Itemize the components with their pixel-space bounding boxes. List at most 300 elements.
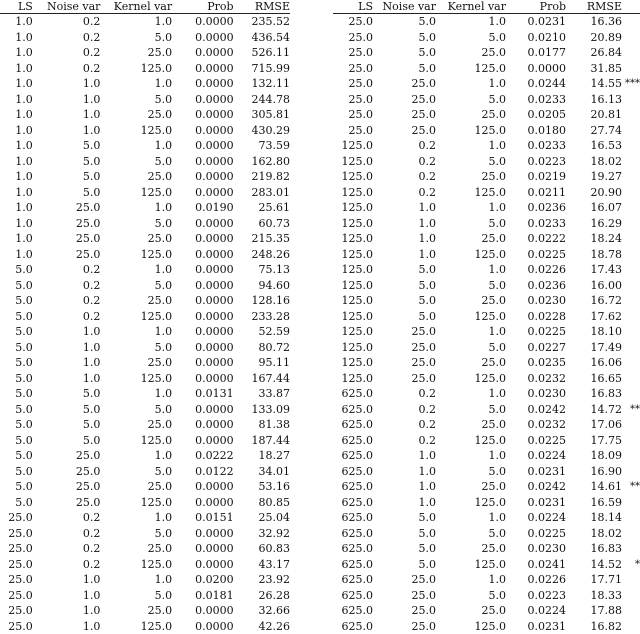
table-row	[0, 541, 290, 557]
table-row	[0, 231, 290, 247]
cell-noise-var: 5.0	[373, 45, 436, 61]
cell-ls: 25.0	[0, 541, 33, 557]
table-row	[333, 45, 640, 61]
cell-prob: 0.0151	[172, 510, 233, 526]
cell-rmse: 52.59	[234, 324, 290, 340]
cell-kernel-var: 25.0	[100, 45, 172, 61]
cell-ls: 625.0	[333, 572, 373, 588]
cell-rmse: 23.92	[234, 572, 290, 588]
cell-kernel-var: 1.0	[436, 138, 506, 154]
table-row	[0, 386, 290, 402]
cell-prob: 0.0180	[506, 123, 566, 139]
cell-noise-var: 5.0	[373, 14, 436, 30]
cell-rmse: 215.35	[234, 231, 290, 247]
table-row	[333, 355, 640, 371]
cell-rmse: 14.61	[566, 479, 622, 495]
table-row	[333, 262, 640, 278]
cell-prob: 0.0000	[172, 185, 233, 201]
cell-noise-var: 0.2	[373, 402, 436, 418]
table-header	[0, 0, 290, 14]
cell-ls: 5.0	[0, 371, 33, 387]
cell-rmse: 60.83	[234, 541, 290, 557]
cell-noise-var: 0.2	[373, 185, 436, 201]
cell-rmse: 94.60	[234, 278, 290, 294]
cell-noise-var: 25.0	[373, 588, 436, 604]
cell-rmse: 25.61	[234, 200, 290, 216]
table-row	[333, 510, 640, 526]
cell-rmse: 305.81	[234, 107, 290, 123]
table-row	[0, 526, 290, 542]
cell-ls: 5.0	[0, 293, 33, 309]
cell-rmse: 16.06	[566, 355, 622, 371]
cell-prob: 0.0000	[172, 30, 233, 46]
table-row	[333, 123, 640, 139]
cell-marker	[622, 603, 640, 619]
cell-kernel-var: 25.0	[436, 45, 506, 61]
cell-noise-var: 0.2	[33, 526, 101, 542]
table-row	[0, 278, 290, 294]
cell-ls: 1.0	[0, 123, 33, 139]
cell-kernel-var: 5.0	[436, 340, 506, 356]
cell-rmse: 17.62	[566, 309, 622, 325]
table-row	[0, 448, 290, 464]
cell-prob: 0.0000	[506, 61, 566, 77]
header-row	[0, 0, 290, 14]
cell-marker	[622, 417, 640, 433]
cell-ls: 5.0	[0, 448, 33, 464]
cell-kernel-var: 1.0	[100, 386, 172, 402]
cell-rmse: 16.13	[566, 92, 622, 108]
cell-prob: 0.0242	[506, 402, 566, 418]
cell-prob: 0.0225	[506, 433, 566, 449]
cell-ls: 125.0	[333, 185, 373, 201]
cell-ls: 5.0	[0, 417, 33, 433]
cell-marker	[622, 355, 640, 371]
cell-kernel-var: 5.0	[100, 340, 172, 356]
cell-prob: 0.0244	[506, 76, 566, 92]
cell-prob: 0.0000	[172, 216, 233, 232]
cell-rmse: 244.78	[234, 92, 290, 108]
header-kernel-var: Kernel var	[436, 0, 506, 14]
cell-prob: 0.0000	[172, 169, 233, 185]
cell-prob: 0.0131	[172, 386, 233, 402]
cell-ls: 25.0	[0, 619, 33, 634]
table-row	[0, 619, 290, 634]
cell-kernel-var: 1.0	[436, 572, 506, 588]
table-row	[0, 309, 290, 325]
table-row	[0, 61, 290, 77]
cell-rmse: 60.73	[234, 216, 290, 232]
header-ls: LS	[0, 0, 33, 14]
cell-prob: 0.0224	[506, 448, 566, 464]
cell-kernel-var: 25.0	[436, 355, 506, 371]
cell-noise-var: 0.2	[373, 433, 436, 449]
cell-noise-var: 1.0	[373, 479, 436, 495]
cell-kernel-var: 5.0	[436, 30, 506, 46]
cell-noise-var: 0.2	[373, 154, 436, 170]
cell-rmse: 14.52	[566, 557, 622, 573]
cell-prob: 0.0000	[172, 402, 233, 418]
cell-noise-var: 1.0	[33, 371, 101, 387]
cell-kernel-var: 125.0	[100, 309, 172, 325]
table-row	[0, 30, 290, 46]
cell-marker	[622, 293, 640, 309]
cell-prob: 0.0224	[506, 603, 566, 619]
cell-kernel-var: 125.0	[436, 61, 506, 77]
cell-kernel-var: 5.0	[436, 526, 506, 542]
cell-ls: 1.0	[0, 14, 33, 30]
cell-ls: 25.0	[333, 14, 373, 30]
cell-noise-var: 0.2	[33, 14, 101, 30]
cell-kernel-var: 25.0	[100, 107, 172, 123]
cell-marker	[622, 216, 640, 232]
cell-noise-var: 5.0	[33, 138, 101, 154]
cell-noise-var: 0.2	[33, 278, 101, 294]
cell-rmse: 18.10	[566, 324, 622, 340]
cell-noise-var: 25.0	[33, 464, 101, 480]
cell-noise-var: 1.0	[33, 76, 101, 92]
table-row	[0, 324, 290, 340]
cell-noise-var: 1.0	[33, 619, 101, 634]
cell-noise-var: 5.0	[33, 417, 101, 433]
cell-prob: 0.0000	[172, 107, 233, 123]
cell-marker	[622, 138, 640, 154]
cell-rmse: 18.02	[566, 526, 622, 542]
cell-ls: 625.0	[333, 557, 373, 573]
table-row	[333, 495, 640, 511]
cell-ls: 25.0	[333, 30, 373, 46]
header-prob: Prob	[172, 0, 233, 14]
cell-marker	[622, 278, 640, 294]
cell-marker	[622, 200, 640, 216]
cell-rmse: 17.71	[566, 572, 622, 588]
cell-rmse: 18.02	[566, 154, 622, 170]
cell-kernel-var: 1.0	[100, 572, 172, 588]
cell-noise-var: 0.2	[33, 309, 101, 325]
cell-rmse: 18.09	[566, 448, 622, 464]
cell-rmse: 31.85	[566, 61, 622, 77]
table-row	[0, 603, 290, 619]
cell-ls: 625.0	[333, 510, 373, 526]
cell-kernel-var: 5.0	[100, 92, 172, 108]
cell-rmse: 16.90	[566, 464, 622, 480]
cell-marker	[622, 309, 640, 325]
cell-marker: **	[622, 479, 640, 495]
cell-kernel-var: 5.0	[436, 278, 506, 294]
table-row	[333, 526, 640, 542]
table-row	[0, 495, 290, 511]
table-row	[333, 107, 640, 123]
cell-rmse: 16.00	[566, 278, 622, 294]
table-row	[333, 588, 640, 604]
cell-noise-var: 0.2	[373, 386, 436, 402]
cell-marker	[622, 154, 640, 170]
cell-kernel-var: 5.0	[436, 154, 506, 170]
cell-noise-var: 25.0	[33, 495, 101, 511]
cell-noise-var: 5.0	[33, 169, 101, 185]
cell-ls: 25.0	[333, 107, 373, 123]
cell-marker	[622, 572, 640, 588]
cell-prob: 0.0000	[172, 262, 233, 278]
cell-noise-var: 25.0	[373, 76, 436, 92]
cell-kernel-var: 5.0	[100, 216, 172, 232]
cell-noise-var: 1.0	[33, 603, 101, 619]
cell-prob: 0.0000	[172, 76, 233, 92]
cell-marker	[622, 541, 640, 557]
cell-prob: 0.0228	[506, 309, 566, 325]
cell-ls: 25.0	[333, 45, 373, 61]
cell-rmse: 20.81	[566, 107, 622, 123]
cell-marker	[622, 495, 640, 511]
cell-rmse: 34.01	[234, 464, 290, 480]
cell-rmse: 715.99	[234, 61, 290, 77]
cell-marker	[622, 61, 640, 77]
cell-noise-var: 25.0	[373, 371, 436, 387]
table-row	[0, 185, 290, 201]
cell-ls: 625.0	[333, 603, 373, 619]
cell-prob: 0.0000	[172, 541, 233, 557]
cell-marker	[622, 619, 640, 634]
cell-noise-var: 5.0	[373, 262, 436, 278]
table-row	[333, 324, 640, 340]
cell-ls: 625.0	[333, 464, 373, 480]
table-row	[0, 262, 290, 278]
cell-noise-var: 5.0	[373, 61, 436, 77]
cell-ls: 1.0	[0, 138, 33, 154]
cell-kernel-var: 125.0	[436, 495, 506, 511]
table-row	[333, 402, 640, 418]
cell-prob: 0.0233	[506, 92, 566, 108]
cell-kernel-var: 25.0	[436, 603, 506, 619]
cell-ls: 625.0	[333, 495, 373, 511]
table-row	[333, 76, 640, 92]
cell-ls: 1.0	[0, 76, 33, 92]
cell-marker	[622, 324, 640, 340]
cell-rmse: 132.11	[234, 76, 290, 92]
cell-ls: 125.0	[333, 169, 373, 185]
cell-marker	[622, 231, 640, 247]
cell-prob: 0.0242	[506, 479, 566, 495]
cell-noise-var: 1.0	[33, 324, 101, 340]
cell-prob: 0.0181	[172, 588, 233, 604]
table-row	[0, 417, 290, 433]
cell-noise-var: 1.0	[373, 200, 436, 216]
table-row	[333, 154, 640, 170]
table-row	[0, 154, 290, 170]
cell-kernel-var: 1.0	[436, 262, 506, 278]
cell-rmse: 26.84	[566, 45, 622, 61]
cell-rmse: 95.11	[234, 355, 290, 371]
cell-prob: 0.0225	[506, 247, 566, 263]
cell-kernel-var: 25.0	[436, 479, 506, 495]
cell-prob: 0.0000	[172, 61, 233, 77]
cell-ls: 625.0	[333, 619, 373, 634]
table-row	[333, 572, 640, 588]
cell-noise-var: 25.0	[373, 107, 436, 123]
cell-noise-var: 25.0	[33, 216, 101, 232]
cell-kernel-var: 125.0	[436, 309, 506, 325]
header-prob: Prob	[506, 0, 566, 14]
cell-kernel-var: 1.0	[100, 76, 172, 92]
table-row	[333, 30, 640, 46]
table-row	[333, 247, 640, 263]
cell-marker	[622, 262, 640, 278]
cell-rmse: 73.59	[234, 138, 290, 154]
header-rmse: RMSE	[234, 0, 290, 14]
table-row	[0, 45, 290, 61]
cell-noise-var: 25.0	[373, 355, 436, 371]
cell-noise-var: 1.0	[373, 448, 436, 464]
cell-ls: 125.0	[333, 293, 373, 309]
cell-ls: 1.0	[0, 30, 33, 46]
cell-kernel-var: 5.0	[436, 588, 506, 604]
cell-ls: 25.0	[0, 572, 33, 588]
header-kernel-var: Kernel var	[100, 0, 172, 14]
cell-kernel-var: 125.0	[100, 185, 172, 201]
cell-kernel-var: 25.0	[436, 293, 506, 309]
cell-ls: 125.0	[333, 355, 373, 371]
cell-noise-var: 0.2	[33, 45, 101, 61]
cell-marker	[622, 185, 640, 201]
cell-kernel-var: 1.0	[436, 14, 506, 30]
cell-kernel-var: 25.0	[100, 169, 172, 185]
cell-rmse: 16.83	[566, 541, 622, 557]
cell-noise-var: 5.0	[33, 433, 101, 449]
cell-rmse: 18.27	[234, 448, 290, 464]
cell-marker	[622, 433, 640, 449]
cell-ls: 25.0	[0, 557, 33, 573]
cell-rmse: 16.53	[566, 138, 622, 154]
table-row	[333, 340, 640, 356]
table-body	[0, 14, 290, 634]
cell-kernel-var: 125.0	[100, 123, 172, 139]
cell-rmse: 42.26	[234, 619, 290, 634]
cell-rmse: 75.13	[234, 262, 290, 278]
cell-noise-var: 1.0	[33, 123, 101, 139]
cell-noise-var: 25.0	[33, 479, 101, 495]
cell-prob: 0.0233	[506, 216, 566, 232]
table-row	[0, 200, 290, 216]
cell-noise-var: 0.2	[373, 138, 436, 154]
cell-noise-var: 5.0	[373, 293, 436, 309]
cell-rmse: 20.89	[566, 30, 622, 46]
cell-prob: 0.0000	[172, 278, 233, 294]
cell-rmse: 20.90	[566, 185, 622, 201]
cell-kernel-var: 1.0	[100, 138, 172, 154]
cell-prob: 0.0200	[172, 572, 233, 588]
cell-prob: 0.0000	[172, 231, 233, 247]
cell-rmse: 17.88	[566, 603, 622, 619]
cell-prob: 0.0000	[172, 371, 233, 387]
cell-ls: 125.0	[333, 138, 373, 154]
cell-rmse: 16.59	[566, 495, 622, 511]
cell-kernel-var: 125.0	[436, 433, 506, 449]
cell-noise-var: 1.0	[33, 588, 101, 604]
table-row	[333, 293, 640, 309]
table-row	[0, 138, 290, 154]
table-row	[0, 433, 290, 449]
table-row	[0, 479, 290, 495]
cell-kernel-var: 1.0	[436, 448, 506, 464]
cell-rmse: 14.55	[566, 76, 622, 92]
cell-prob: 0.0000	[172, 603, 233, 619]
cell-rmse: 248.26	[234, 247, 290, 263]
cell-prob: 0.0000	[172, 154, 233, 170]
cell-ls: 25.0	[333, 61, 373, 77]
cell-ls: 125.0	[333, 371, 373, 387]
cell-kernel-var: 125.0	[436, 185, 506, 201]
table-row	[0, 355, 290, 371]
table-row	[333, 417, 640, 433]
cell-rmse: 33.87	[234, 386, 290, 402]
header-ls: LS	[333, 0, 373, 14]
cell-marker	[622, 30, 640, 46]
header-noise-var: Noise var	[373, 0, 436, 14]
cell-kernel-var: 5.0	[436, 402, 506, 418]
cell-noise-var: 5.0	[373, 526, 436, 542]
cell-marker	[622, 526, 640, 542]
cell-prob: 0.0000	[172, 417, 233, 433]
cell-noise-var: 25.0	[373, 619, 436, 634]
cell-ls: 5.0	[0, 433, 33, 449]
cell-kernel-var: 125.0	[100, 619, 172, 634]
cell-prob: 0.0000	[172, 557, 233, 573]
cell-noise-var: 0.2	[33, 510, 101, 526]
cell-rmse: 16.72	[566, 293, 622, 309]
cell-noise-var: 5.0	[373, 557, 436, 573]
cell-ls: 5.0	[0, 309, 33, 325]
cell-prob: 0.0230	[506, 541, 566, 557]
cell-marker	[622, 386, 640, 402]
cell-noise-var: 25.0	[33, 231, 101, 247]
cell-kernel-var: 5.0	[100, 278, 172, 294]
cell-rmse: 18.78	[566, 247, 622, 263]
cell-rmse: 162.80	[234, 154, 290, 170]
cell-rmse: 81.38	[234, 417, 290, 433]
cell-marker: ***	[622, 76, 640, 92]
cell-kernel-var: 25.0	[100, 479, 172, 495]
cell-prob: 0.0000	[172, 340, 233, 356]
cell-kernel-var: 125.0	[436, 247, 506, 263]
table-row	[333, 200, 640, 216]
cell-ls: 625.0	[333, 386, 373, 402]
cell-kernel-var: 5.0	[100, 464, 172, 480]
cell-marker	[622, 123, 640, 139]
cell-noise-var: 1.0	[33, 355, 101, 371]
cell-prob: 0.0225	[506, 324, 566, 340]
table-row	[333, 216, 640, 232]
cell-kernel-var: 125.0	[100, 371, 172, 387]
cell-ls: 5.0	[0, 262, 33, 278]
cell-rmse: 219.82	[234, 169, 290, 185]
table-row	[0, 510, 290, 526]
cell-prob: 0.0000	[172, 247, 233, 263]
cell-prob: 0.0232	[506, 417, 566, 433]
cell-prob: 0.0190	[172, 200, 233, 216]
cell-ls: 25.0	[0, 510, 33, 526]
cell-prob: 0.0223	[506, 154, 566, 170]
cell-prob: 0.0000	[172, 324, 233, 340]
cell-rmse: 187.44	[234, 433, 290, 449]
cell-rmse: 436.54	[234, 30, 290, 46]
cell-rmse: 133.09	[234, 402, 290, 418]
cell-kernel-var: 5.0	[436, 216, 506, 232]
cell-rmse: 16.07	[566, 200, 622, 216]
cell-ls: 625.0	[333, 541, 373, 557]
cell-ls: 1.0	[0, 61, 33, 77]
cell-ls: 5.0	[0, 386, 33, 402]
cell-prob: 0.0000	[172, 433, 233, 449]
